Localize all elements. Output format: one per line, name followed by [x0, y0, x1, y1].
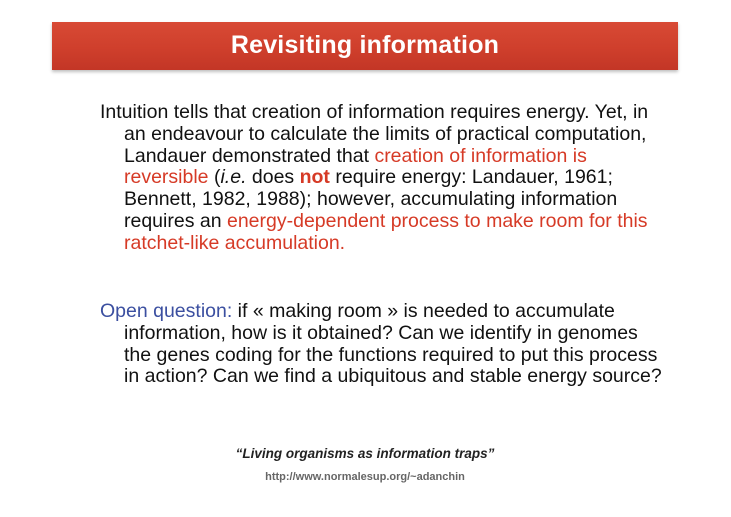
- p1-highlight-energy: energy-dependent process to make room for this ratchet-like accumulation.: [124, 209, 648, 254]
- p1-text-4: require energy: Landauer, 1961; Bennett, 1982, 1988); however, accumulating information requires an: [124, 166, 618, 232]
- open-question-label: Open question:: [100, 300, 233, 322]
- p1-text-1: Intuition tells that creation of information requires energy. Yet, in an endeavour to calculate the limits of practical computation, Landauer demonstrated that: [100, 101, 649, 167]
- footer-quote: “Living organisms as information traps”: [235, 446, 495, 461]
- p1-highlight-reversible: creation of information is reversible: [124, 144, 587, 189]
- open-question-text: if « making room » is needed to accumulate information, how is it obtained? Can we identify in genomes the genes coding for the functions required to put this process in action? Can we find a ubiquitous and stable energy source?: [124, 300, 662, 388]
- title-bar: [52, 22, 678, 70]
- p1-text-2: (: [208, 166, 221, 189]
- p1-emphasis-not: not: [299, 166, 330, 189]
- footer-url[interactable]: http://www.normalesup.org/~adanchin: [265, 471, 465, 483]
- paragraph-open-question: [100, 301, 664, 388]
- p1-text-3: does: [246, 166, 300, 189]
- slide-title: Revisiting information: [230, 31, 500, 59]
- p1-italic-ie: i.e.: [220, 166, 247, 189]
- slide: [52, 22, 678, 490]
- paragraph-landauer: [100, 102, 664, 255]
